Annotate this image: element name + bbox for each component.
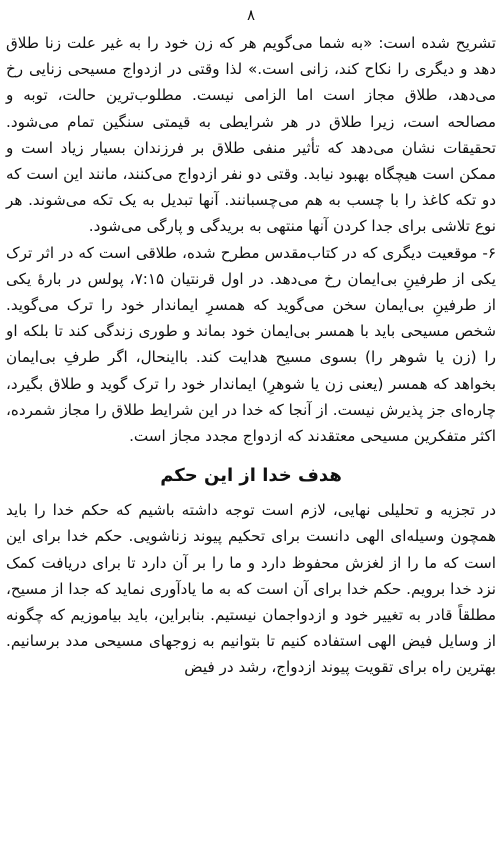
page-content <box>6 30 496 681</box>
paragraph: ۶- موقعیت دیگری که در کتاب‌مقدس مطرح شده، طلاقی است که در اثر ترک یکی از طرفینِ بی‌ایمان رخ می‌دهد. در اول قرنتیان ۷:۱۵، پولس در بارهٔ یکی از طرفینِ بی‌ایمان سخن می‌گوید که همسرِ ایماندار خود را ترک می‌گوید. شخص مسیحی باید با همسر بی‌ایمان خود بماند و طوری زندگی کند تا بلکه او را (زن یا شوهر را) بسوی مسیح هدایت کند. بااینحال، اگر طرفِ بی‌ایمان بخواهد که همسر (یعنی زن یا شوهرِ) ایماندار خود را ترک گوید و طلاق بگیرد، چاره‌ای جز پذیرش نیست. از آنجا که خدا در این شرایط طلاق را مجاز شمرده، اکثر متفکرین مسیحی معتقدند که ازدواج مجدد مجاز است. <box>6 243 497 446</box>
paragraph: در تجزیه و تحلیلی نهایی، لازم است توجه داشته باشیم که حکم خدا را باید همچون وسیله‌ای الهی دانست برای تحکیم پیوند زناشویی. حکم خدا برای این است که ما را از لغزش محفوظ دارد و ما را بر آن دارد تا برای دریافت کمک نزد خدا برویم. حکم خدا برای آن است که به ما یادآوری نماید که جدا از مسیح، مطلقاً قادر به تغییر خود و ازدواجمان نیستیم. بنابراین، باید بیاموزیم که چگونه از وسایل فیض الهی استفاده کنیم تا بتوانیم به زوجهای مسیحی مدد برسانیم. بهترین راه برای تقویت پیوند ازدواج، رشد در فیض <box>6 501 496 677</box>
section-heading: هدف خدا از این حکم <box>160 465 342 487</box>
paragraph: تشریح شده است: «به شما می‌گویم هر که زن خود را به غیر علت زنا طلاق دهد و دیگری را نکاح کند، زانی است.» لذا وقتی در ازدواج مسیحی زنایی رخ می‌دهد، طلاق مجاز است اما الزامی نیست. مطلوب‌ترین حالت، توبه و مصالحه است، زیرا طلاق در هر شرایطی به قیمتی سنگین تمام می‌شود. تحقیقات نشان می‌دهد که تأثیر منفی طلاق بر فرزندان بسیار زیاد است و ممکن است هیچگاه بهبود نیابد. وقتی دو نفر ازدواج می‌کنند، مانند این است که دو تکه کاغذ را با چسب به هم می‌چسبانند. آنها تبدیل به یک تکه می‌شوند. هر نوع تلاشی برای جدا کردن آنها منتهی به بریدگی و پارگی می‌شود. <box>6 34 496 236</box>
page-number: ۸ <box>246 6 256 24</box>
